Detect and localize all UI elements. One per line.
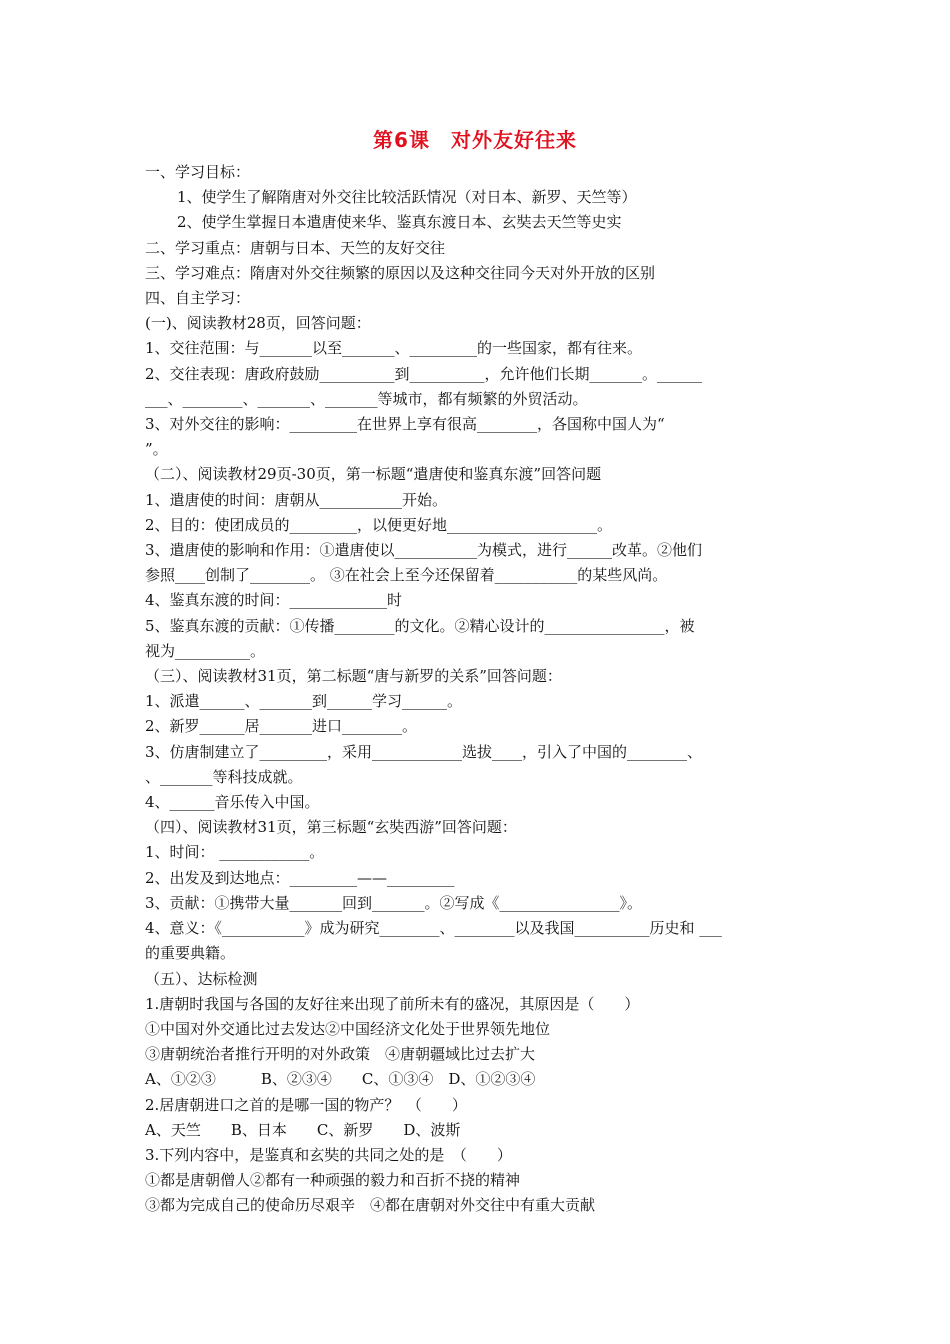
- question-line: 的重要典籍。: [145, 944, 236, 963]
- question-line: 4、意义：《___________》成为研究________、________以及我国__________历史和 ___: [145, 919, 722, 938]
- question-line: 2、出发及到达地点：_________——_________: [145, 868, 455, 887]
- subsection-heading-3: （三）、阅读教材31页，第二标题“唐与新罗的关系”回答问题：: [145, 667, 562, 686]
- objective-2: 2、使学生掌握日本遣唐使来华、鉴真东渡日本、玄奘去天竺等史实: [177, 213, 622, 232]
- quiz-option-line: ①中国对外交通比过去发达②中国经济文化处于世界领先地位: [145, 1019, 551, 1038]
- question-line: 3、遣唐使的影响和作用：①遣唐使以___________为模式，进行______改革。②他们: [145, 541, 703, 560]
- document-body: [145, 160, 815, 1219]
- quiz-option-line: ③唐朝统治者推行开明的对外政策 ④唐朝疆域比过去扩大: [145, 1045, 536, 1064]
- quiz-option-line: ③都为完成自己的使命历尽艰辛 ④都在唐朝对外交往中有重大贡献: [145, 1196, 596, 1215]
- quiz-answer-choices: A、①②③ B、②③④ C、①③④ D、①②③④: [145, 1070, 536, 1089]
- section-heading-self-study: 四、自主学习：: [145, 289, 251, 308]
- quiz-question: 2.居唐朝进口之首的是哪一国的物产？ （ ）: [145, 1095, 467, 1114]
- question-line: ”。: [145, 440, 168, 459]
- question-line: 1、时间： ____________。: [145, 843, 325, 862]
- quiz-option-line: ①都是唐朝僧人②都有一种顽强的毅力和百折不挠的精神: [145, 1171, 521, 1190]
- section-heading-difficulties: 三、学习难点：隋唐对外交往频繁的原因以及这种交往同今天对外开放的区别: [145, 263, 656, 282]
- question-line: 1、派遣______、_______到______学习______。: [145, 692, 463, 711]
- section-heading-key-points: 二、学习重点：唐朝与日本、天竺的友好交往: [145, 238, 446, 257]
- question-line: 4、______音乐传入中国。: [145, 793, 320, 812]
- question-line: 参照____创制了________。 ③在社会上至今还保留着___________的某些风尚。: [145, 566, 668, 585]
- section-heading-objectives: 一、学习目标：: [145, 163, 251, 181]
- question-line: 1、遣唐使的时间：唐朝从___________开始。: [145, 490, 448, 509]
- quiz-answer-choices: A、天竺 B、日本 C、新罗 D、波斯: [145, 1120, 461, 1139]
- question-line: 、_______等科技成就。: [145, 767, 303, 786]
- page-title: 第6课 对外友好往来: [373, 128, 577, 152]
- quiz-question: 3.下列内容中，是鉴真和玄奘的共同之处的是 （ ）: [145, 1145, 512, 1164]
- question-line: ___、________、_______、_______等城市，都有频繁的外贸活动。: [145, 389, 588, 408]
- question-line: 视为__________。: [145, 641, 266, 660]
- question-line: 1、交往范围：与_______以至_______、_________的一些国家，都有往来。: [145, 339, 643, 358]
- question-line: 2、新罗______居_______进口________。: [145, 717, 418, 736]
- question-line: 2、交往表现：唐政府鼓励__________到__________，允许他们长期_______。______: [145, 364, 703, 383]
- subsection-heading-5: （五）、达标检测: [145, 969, 258, 988]
- subsection-heading-2: （二）、阅读教材29页-30页，第一标题“遣唐使和鉴真东渡”回答问题: [145, 465, 602, 484]
- question-line: 4、鉴真东渡的时间：_____________时: [145, 591, 403, 610]
- question-line: 3、仿唐制建立了_________，采用____________选拔____，引入了中国的________、: [145, 742, 703, 761]
- objective-1: 1、使学生了解隋唐对外交往比较活跃情况（对日本、新罗、天竺等）: [177, 188, 637, 207]
- quiz-question: 1.唐朝时我国与各国的友好往来出现了前所未有的盛况，其原因是（ ）: [145, 994, 640, 1013]
- subsection-heading-4: （四）、阅读教材31页，第三标题“玄奘西游”回答问题：: [145, 818, 517, 837]
- question-line: 3、贡献：①携带大量_______回到_______。②写成《________________》。: [145, 893, 643, 912]
- question-line: 3、对外交往的影响：_________在世界上享有很高________，各国称中国人为“: [145, 415, 665, 434]
- question-line: 5、鉴真东渡的贡献：①传播________的文化。②精心设计的________________，被: [145, 616, 695, 635]
- subsection-heading-1: (一)、阅读教材28页，回答问题：: [145, 314, 371, 333]
- question-line: 2、目的：使团成员的_________，以便更好地____________________。: [145, 515, 613, 534]
